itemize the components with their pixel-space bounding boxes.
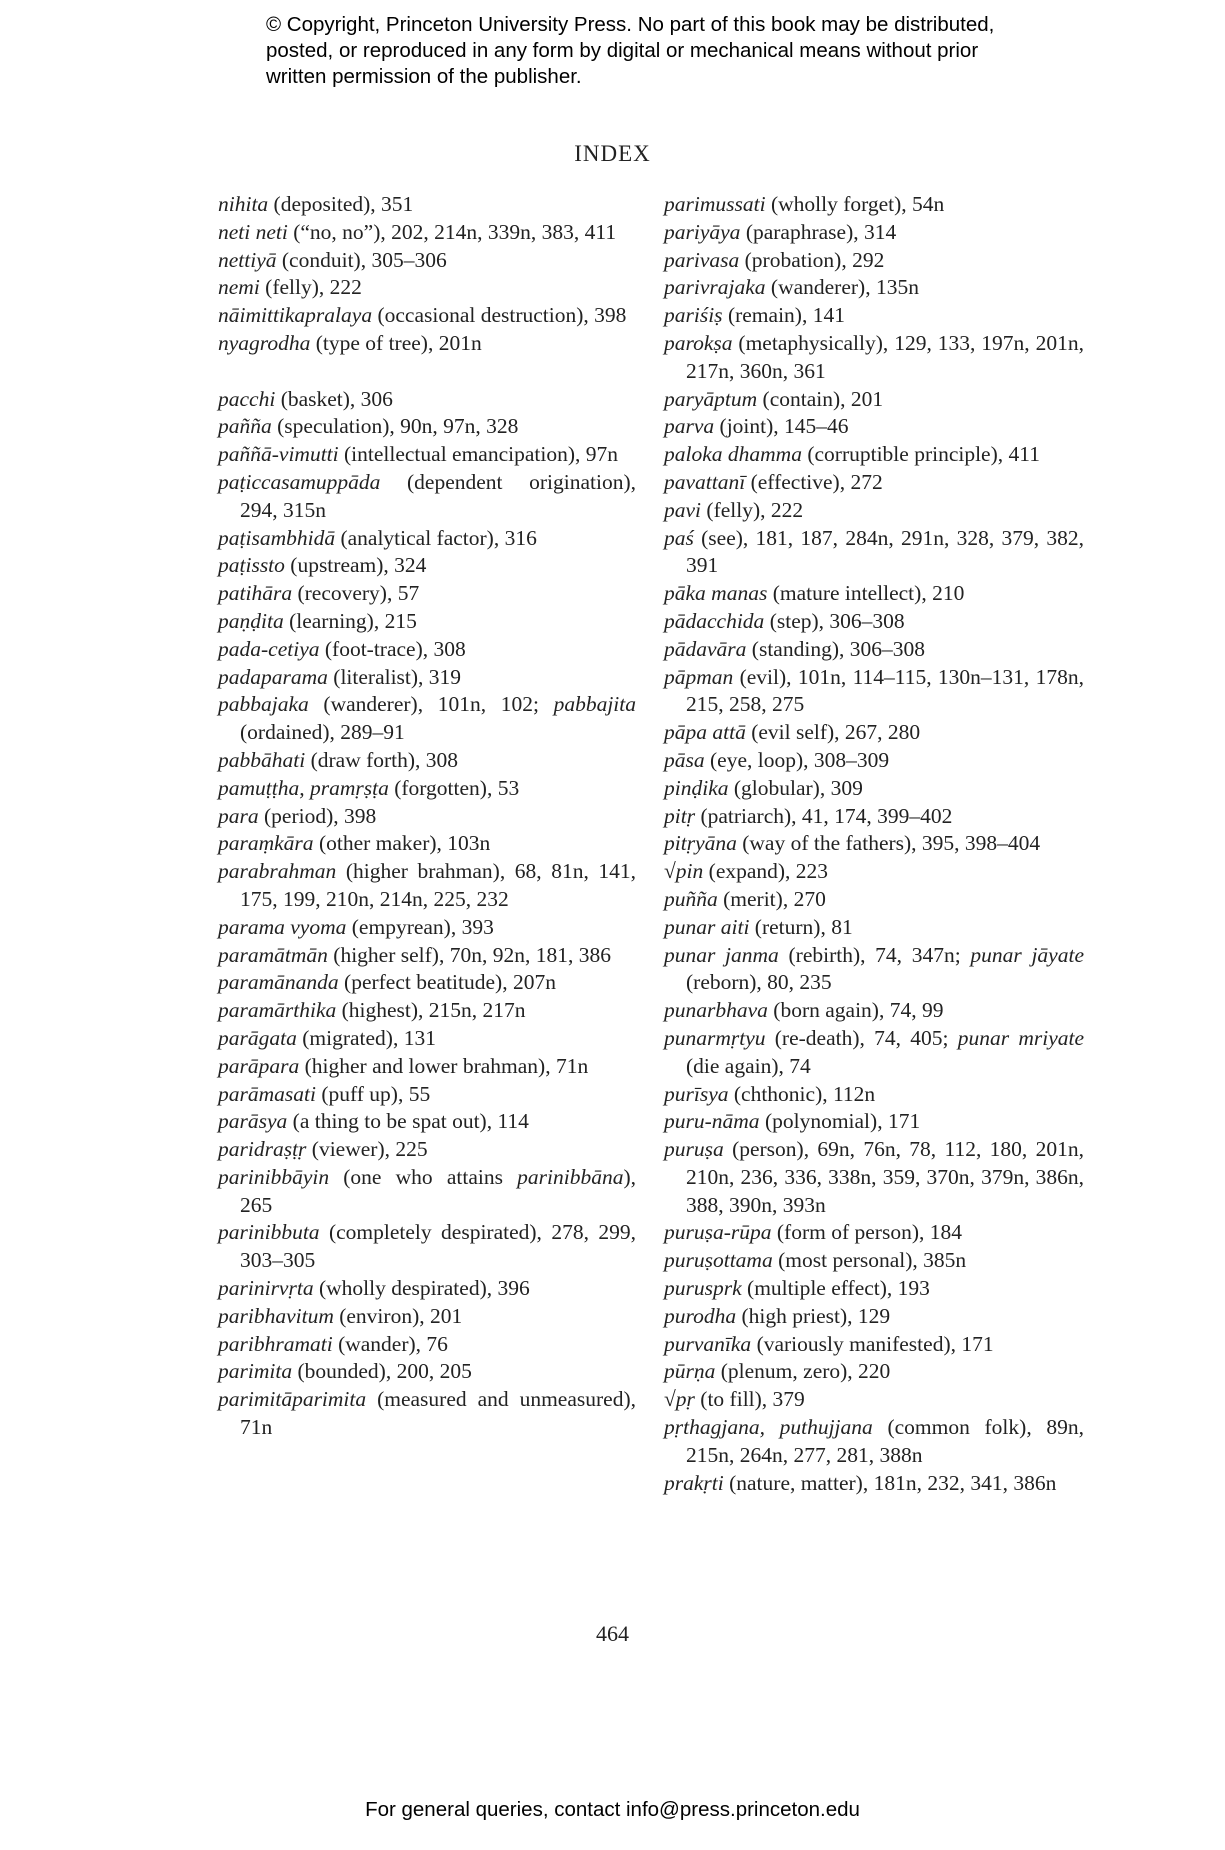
index-term: patihāra: [218, 581, 293, 606]
index-term: punarmṛtyu: [664, 1025, 766, 1050]
index-references: (higher brahman), 68, 81n, 141, 175, 199, 210n, 214n, 225, 232: [240, 859, 636, 911]
index-entry: [218, 247, 636, 275]
index-entry: [664, 219, 1084, 247]
index-references: (higher and lower brahman), 71n: [299, 1053, 589, 1078]
index-entry: [218, 274, 636, 302]
index-entry: [664, 1414, 1084, 1470]
index-term: parinibbuta: [218, 1220, 320, 1245]
index-term: pāpman: [664, 664, 734, 689]
index-term: parāgata: [218, 1025, 297, 1050]
index-references: (remain), 141: [722, 303, 845, 328]
index-column-left: [218, 191, 636, 1442]
index-term: pādavāra: [664, 636, 747, 661]
index-entry: [218, 413, 636, 441]
index-term: nettiyā: [218, 247, 277, 272]
index-references: (paraphrase), 314: [740, 219, 897, 244]
index-term: pinḍika: [664, 775, 729, 800]
index-entry: [664, 441, 1084, 469]
index-references: (globular), 309: [728, 775, 863, 800]
index-entry: [664, 1358, 1084, 1386]
index-entry: [664, 775, 1084, 803]
index-references: (dependent origination), 294, 315n: [240, 469, 636, 522]
index-term: punarbhava: [664, 998, 768, 1023]
index-term: parinirvṛta: [218, 1276, 314, 1301]
index-entry: [664, 997, 1084, 1025]
index-entry: [218, 969, 636, 997]
index-entry: [664, 942, 1084, 998]
index-term: parāsya: [218, 1109, 288, 1134]
index-entry: [218, 552, 636, 580]
index-references: (contain), 201: [757, 386, 884, 411]
index-references: (reborn), 80, 235: [686, 970, 832, 995]
index-term: pañña: [218, 414, 272, 439]
index-entry: [218, 608, 636, 636]
index-term: punar mriyate: [957, 1025, 1085, 1050]
index-term: parivasa: [664, 247, 740, 272]
index-term: paramātmān: [218, 942, 328, 967]
index-entry: [664, 1470, 1084, 1498]
index-references: (step), 306–308: [764, 608, 905, 633]
index-term: pamuṭṭha, pramṛṣṭa: [218, 775, 389, 800]
index-references: (mature intellect), 210: [767, 581, 965, 606]
index-references: (form of person), 184: [771, 1220, 962, 1245]
index-entry: [218, 747, 636, 775]
index-term: parimita: [218, 1359, 293, 1384]
index-column-right: [664, 191, 1084, 1497]
index-entry: [664, 664, 1084, 720]
index-references: (most personal), 385n: [772, 1248, 967, 1273]
index-entry: [218, 330, 636, 358]
index-term: pitṛ: [664, 803, 696, 828]
index-entry: [664, 386, 1084, 414]
index-references: (corruptible principle), 411: [801, 442, 1040, 467]
index-references: (wanderer), 101n, 102;: [308, 692, 554, 717]
index-entry: [218, 219, 636, 247]
index-term: pabbāhati: [218, 747, 306, 772]
index-references: (evil self), 267, 280: [745, 720, 921, 745]
index-term: paridraṣṭṛ: [218, 1137, 307, 1162]
index-term: parāpara: [218, 1053, 300, 1078]
index-references: (high priest), 129: [736, 1303, 891, 1328]
index-entry: [664, 719, 1084, 747]
footer-contact: For general queries, contact info@press.princeton.edu: [365, 1798, 860, 1821]
index-entry: [218, 664, 636, 692]
index-entry: [218, 1025, 636, 1053]
index-references: (draw forth), 308: [305, 747, 459, 772]
index-references: (perfect beatitude), 207n: [338, 970, 556, 995]
index-entry: [664, 914, 1084, 942]
index-entry: [218, 775, 636, 803]
index-term: parokṣa: [664, 330, 733, 355]
index-references: (wholly forget), 54n: [765, 192, 945, 216]
index-references: (merit), 270: [717, 886, 826, 911]
index-term: parabrahman: [218, 859, 337, 884]
index-references: (highest), 215n, 217n: [336, 998, 526, 1023]
index-references: (multiple effect), 193: [741, 1276, 930, 1301]
index-references: (common folk), 89n, 215n, 264n, 277, 281, 388n: [686, 1415, 1084, 1467]
index-term: punar aiti: [664, 914, 750, 939]
index-references: (born again), 74, 99: [767, 998, 944, 1023]
index-term: pavi: [664, 497, 702, 522]
index-term: pacchi: [218, 386, 276, 411]
index-entry: [218, 1386, 636, 1442]
index-references: (eye, loop), 308–309: [704, 747, 890, 772]
index-references: ), 265: [240, 1164, 636, 1217]
index-references: (type of tree), 201n: [310, 330, 482, 355]
index-term: parva: [664, 414, 715, 439]
index-term: nāimittikapralaya: [218, 303, 373, 328]
index-term: puruṣottama: [664, 1248, 773, 1273]
index-references: (wholly despirated), 396: [313, 1276, 530, 1301]
index-term: paryāptum: [664, 386, 758, 411]
index-term: pāpa attā: [664, 720, 746, 745]
index-entry: [664, 274, 1084, 302]
index-entry: [664, 1025, 1084, 1081]
index-references: (felly), 222: [701, 497, 804, 522]
index-references: (re-death), 74, 405;: [765, 1025, 958, 1050]
index-term: pāka manas: [664, 581, 768, 606]
index-entry: [664, 886, 1084, 914]
index-term: puñña: [664, 886, 718, 911]
index-references: (speculation), 90n, 97n, 328: [271, 414, 519, 439]
index-term: parimitāparimita: [218, 1387, 367, 1412]
index-term: paś: [664, 525, 694, 550]
index-entry: [664, 1108, 1084, 1136]
index-references: (occasional destruction), 398: [372, 303, 627, 328]
index-references: (metaphysically), 129, 133, 197n, 201n, 217n, 360n, 361: [686, 330, 1084, 383]
index-entry: [218, 1136, 636, 1164]
index-references: (forgotten), 53: [388, 775, 520, 800]
index-entry: [664, 247, 1084, 275]
index-entry: [218, 914, 636, 942]
index-entry: [664, 302, 1084, 330]
index-references: (one who attains: [329, 1164, 518, 1189]
index-references: (wanderer), 135n: [765, 275, 919, 300]
index-references: (higher self), 70n, 92n, 181, 386: [327, 942, 611, 967]
index-references: (die again), 74: [686, 1053, 811, 1078]
index-entry: [218, 469, 636, 525]
index-entry: [664, 1331, 1084, 1359]
index-entry: [218, 1358, 636, 1386]
index-term: padaparama: [218, 664, 328, 689]
index-references: (completely despirated), 278, 299, 303–305: [240, 1220, 636, 1273]
index-references: (felly), 222: [259, 275, 362, 300]
index-term: pavattanī: [664, 469, 746, 494]
index-entry: [218, 636, 636, 664]
index-entry: [218, 830, 636, 858]
index-references: (plenum, zero), 220: [715, 1359, 891, 1384]
index-term: paraṃkāra: [218, 831, 314, 856]
index-entry: [218, 942, 636, 970]
index-entry: [664, 330, 1084, 386]
index-term: paṭissto: [218, 553, 285, 578]
index-entry: [218, 803, 636, 831]
index-entry: [664, 1275, 1084, 1303]
index-references: (conduit), 305–306: [276, 247, 447, 272]
index-references: (return), 81: [749, 914, 853, 939]
index-entry: [664, 1247, 1084, 1275]
index-term: √pin: [664, 859, 704, 884]
index-term: purīsya: [664, 1081, 729, 1106]
index-entry: [664, 1219, 1084, 1247]
index-references: (person), 69n, 76n, 78, 112, 180, 201n, 210n, 236, 336, 338n, 359, 370n, 379n, 386n, 388, 390n, 393n: [686, 1137, 1084, 1217]
index-references: (to fill), 379: [694, 1387, 805, 1412]
index-term: neti neti: [218, 219, 288, 244]
index-references: (recovery), 57: [292, 581, 420, 606]
index-entry: [218, 1081, 636, 1109]
index-term: parinibbāna: [517, 1164, 624, 1189]
index-term: puruṣa-rūpa: [664, 1220, 772, 1245]
index-term: pabbajaka: [218, 692, 309, 717]
index-entry: [218, 1331, 636, 1359]
index-entry: [664, 191, 1084, 219]
index-entry: [218, 302, 636, 330]
index-entry: [218, 191, 636, 219]
index-term: paṇḍita: [218, 608, 284, 633]
index-term: parinibbāyin: [218, 1164, 330, 1189]
index-references: (chthonic), 112n: [728, 1081, 876, 1106]
index-entry: [664, 1303, 1084, 1331]
index-entry: [218, 580, 636, 608]
index-entry: [218, 441, 636, 469]
index-references: (rebirth), 74, 347n;: [778, 942, 971, 967]
index-references: (probation), 292: [739, 247, 885, 272]
index-term: purodha: [664, 1303, 737, 1328]
index-references: (learning), 215: [283, 608, 417, 633]
index-references: (literalist), 319: [327, 664, 462, 689]
index-term: parimussati: [664, 192, 766, 216]
index-entry: [218, 1164, 636, 1220]
index-references: (foot-trace), 308: [319, 636, 466, 661]
index-entry: [664, 413, 1084, 441]
index-term: pada-cetiya: [218, 636, 320, 661]
index-term: purvanīka: [664, 1331, 752, 1356]
index-entry: [664, 747, 1084, 775]
index-entry: [218, 1275, 636, 1303]
index-references: (period), 398: [258, 803, 377, 828]
index-term: pabbajita: [553, 692, 636, 717]
index-term: pṛthagjana, puthujjana: [664, 1415, 873, 1440]
index-references: (variously manifested), 171: [751, 1331, 994, 1356]
index-term: puru-nāma: [664, 1109, 760, 1134]
index-entry: [218, 1053, 636, 1081]
index-entry: [664, 1136, 1084, 1219]
index-entry: [664, 469, 1084, 497]
index-references: (analytical factor), 316: [335, 525, 537, 550]
index-term: nemi: [218, 275, 260, 300]
index-entry: [664, 1081, 1084, 1109]
index-term: nihita: [218, 192, 269, 216]
index-term: paloka dhamma: [664, 442, 802, 467]
index-term: puruṣa: [664, 1137, 724, 1162]
index-entry: [218, 858, 636, 914]
index-references: (environ), 201: [333, 1303, 463, 1328]
index-references: (see), 181, 187, 284n, 291n, 328, 379, 382, 391: [686, 525, 1084, 578]
index-references: (bounded), 200, 205: [292, 1359, 472, 1384]
index-references: (upstream), 324: [284, 553, 427, 578]
index-entry: [664, 830, 1084, 858]
index-references: (deposited), 351: [268, 192, 414, 216]
index-entry: [218, 997, 636, 1025]
index-term: nyagrodha: [218, 330, 311, 355]
index-references: (puff up), 55: [315, 1081, 431, 1106]
index-term: paramārthika: [218, 998, 337, 1023]
index-references: (basket), 306: [275, 386, 393, 411]
index-term: punar janma: [664, 942, 779, 967]
index-references: (expand), 223: [703, 859, 829, 884]
index-references: (evil), 101n, 114–115, 130n–131, 178n, 215, 258, 275: [686, 664, 1084, 717]
index-entry: [664, 1386, 1084, 1414]
index-entry: [664, 497, 1084, 525]
index-entry: [218, 691, 636, 747]
index-entry: [664, 580, 1084, 608]
index-term: paribhavitum: [218, 1303, 334, 1328]
page-heading: INDEX: [574, 141, 651, 166]
index-term: paññā-vimutti: [218, 442, 339, 467]
index-entry: [218, 1219, 636, 1275]
index-entry: [664, 803, 1084, 831]
index-references: (polynomial), 171: [759, 1109, 921, 1134]
index-references: (effective), 272: [745, 469, 883, 494]
index-references: (“no, no”), 202, 214n, 339n, 383, 411: [287, 219, 617, 244]
index-term: paṭiccasamuppāda: [218, 469, 381, 494]
index-references: (measured and unmeasured), 71n: [240, 1387, 636, 1440]
index-references: (ordained), 289–91: [240, 720, 405, 745]
index-term: paṭisambhidā: [218, 525, 336, 550]
index-term: pūrṇa: [664, 1359, 716, 1384]
index-references: (a thing to be spat out), 114: [287, 1109, 529, 1134]
index-references: (patriarch), 41, 174, 399–402: [695, 803, 953, 828]
index-term: purusprk: [664, 1276, 742, 1301]
page-number: 464: [596, 1621, 629, 1646]
index-term: para: [218, 803, 259, 828]
index-references: (empyrean), 393: [346, 914, 494, 939]
index-term: paribhramati: [218, 1331, 333, 1356]
index-references: (other maker), 103n: [313, 831, 491, 856]
index-references: (intellectual emancipation), 97n: [338, 442, 619, 467]
index-term: parama vyoma: [218, 914, 347, 939]
index-references: (migrated), 131: [296, 1025, 436, 1050]
index-references: (viewer), 225: [306, 1137, 428, 1162]
index-references: (standing), 306–308: [746, 636, 925, 661]
index-entry: [664, 525, 1084, 581]
index-term: pariyāya: [664, 219, 741, 244]
index-entry: [664, 608, 1084, 636]
index-entry: [218, 525, 636, 553]
index-term: pādacchida: [664, 608, 765, 633]
index-entry: [664, 858, 1084, 886]
index-entry: [218, 1303, 636, 1331]
index-term: √pṛ: [664, 1387, 695, 1412]
index-term: parāmasati: [218, 1081, 316, 1106]
index-term: pariśiṣ: [664, 303, 723, 328]
index-term: prakṛti: [664, 1470, 724, 1495]
index-term: pāsa: [664, 747, 705, 772]
index-term: parivrajaka: [664, 275, 766, 300]
index-entry: [664, 636, 1084, 664]
index-references: (nature, matter), 181n, 232, 341, 386n: [723, 1470, 1057, 1495]
index-entry: [218, 1108, 636, 1136]
index-term: pitṛyāna: [664, 831, 737, 856]
index-references: (joint), 145–46: [714, 414, 849, 439]
index-references: (way of the fathers), 395, 398–404: [736, 831, 1041, 856]
index-term: paramānanda: [218, 970, 339, 995]
index-references: (wander), 76: [332, 1331, 448, 1356]
index-term: punar jāyate: [970, 942, 1084, 967]
index-entry: [218, 386, 636, 414]
copyright-notice: © Copyright, Princeton University Press. No part of this book may be distributed, posted, or reproduced in any form by digital or mechanical means without prior written permission of the publisher.: [266, 13, 995, 88]
